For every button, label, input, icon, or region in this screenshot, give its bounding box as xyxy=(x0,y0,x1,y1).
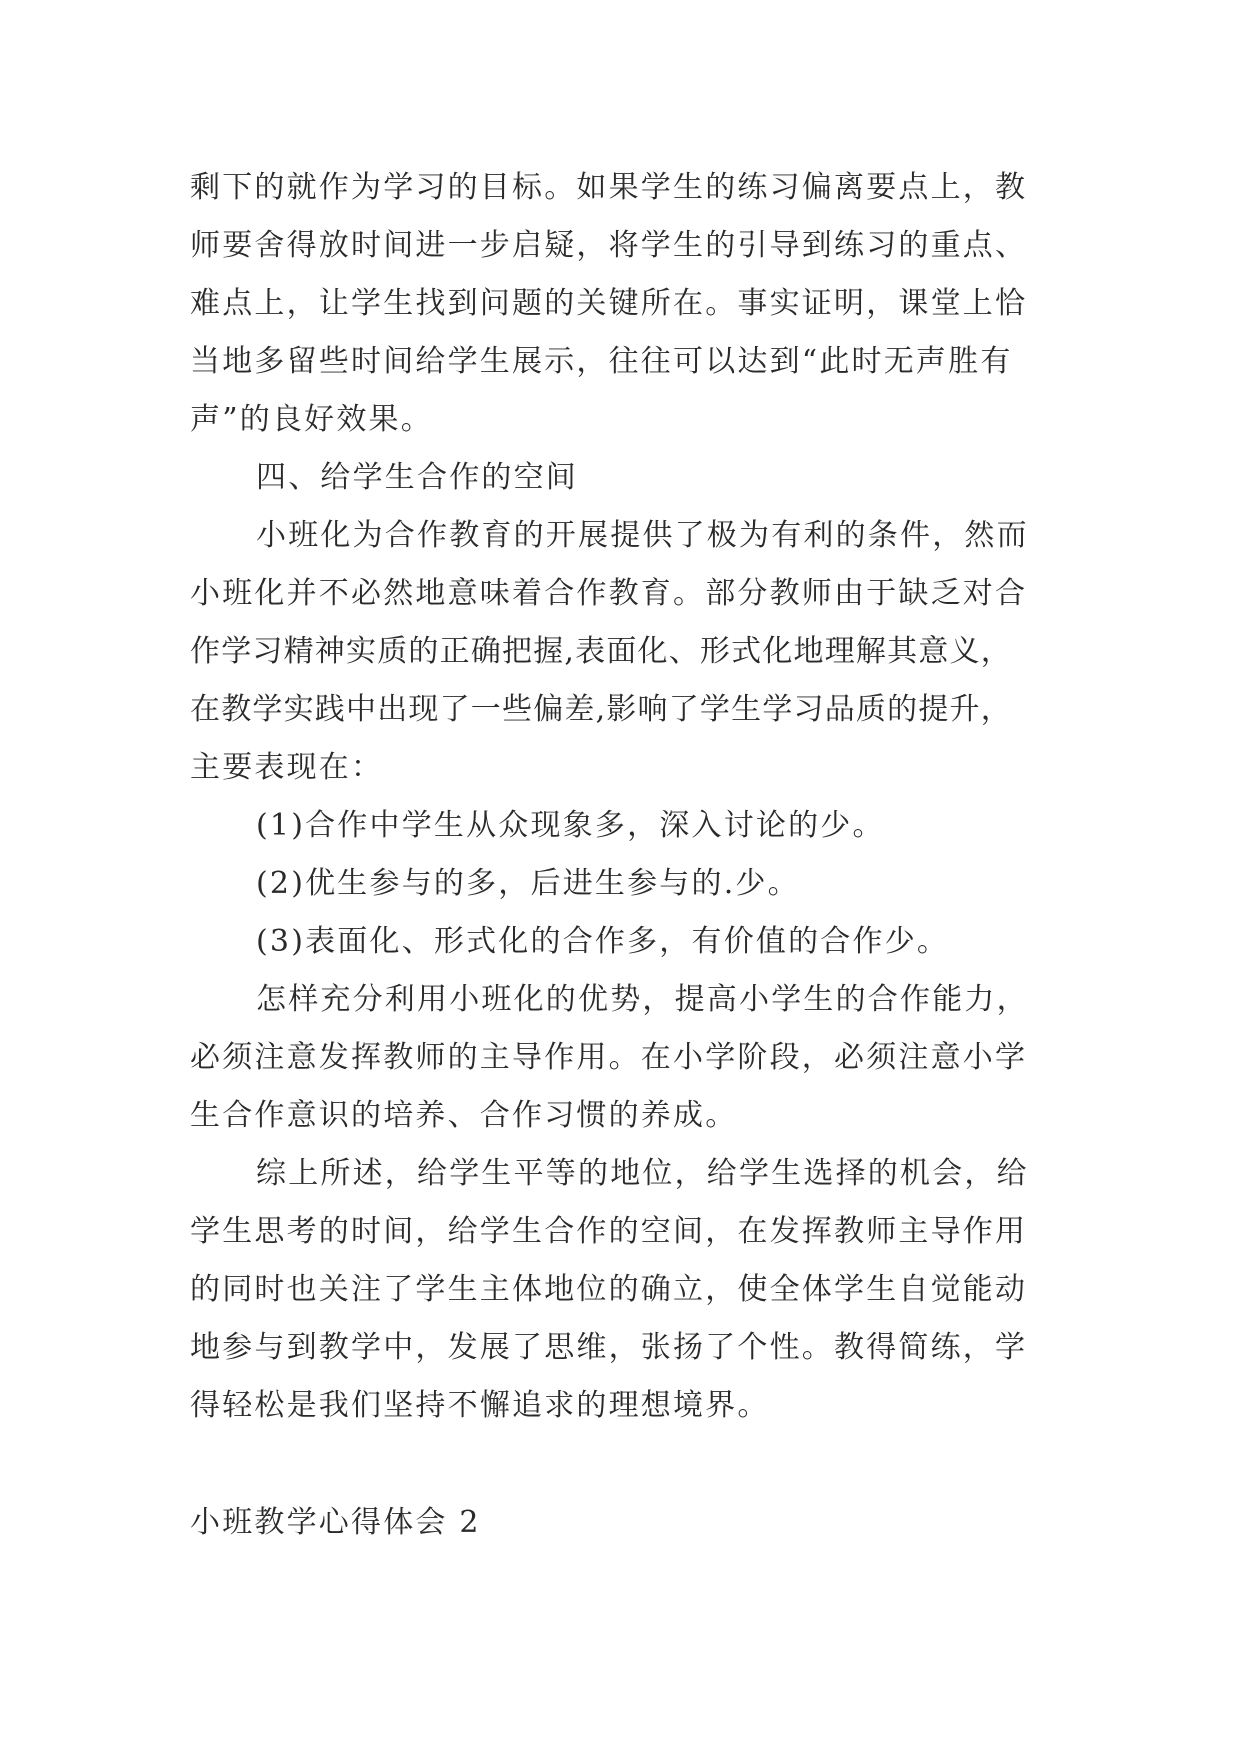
paragraph-line: 的同时也关注了学生主体地位的确立，使全体学生自觉能动 xyxy=(190,1272,1028,1307)
list-item: (3)表面化、形式化的合作多，有价值的合作少。 xyxy=(256,924,950,959)
paragraph-line: 得轻松是我们坚持不懈追求的理想境界。 xyxy=(190,1388,770,1423)
paragraph-line: 小班化为合作教育的开展提供了极为有利的条件，然而 xyxy=(256,518,1029,553)
section-heading: 四、给学生合作的空间 xyxy=(256,460,578,495)
list-item: (2)优生参与的多，后进生参与的.少。 xyxy=(256,866,800,901)
paragraph-line: 小班化并不必然地意味着合作教育。部分教师由于缺乏对合 xyxy=(190,576,1028,611)
list-item: (1)合作中学生从众现象多，深入讨论的少。 xyxy=(256,808,885,843)
document-title: 小班教学心得体会 2 xyxy=(190,1505,481,1540)
paragraph-line: 地参与到教学中，发展了思维，张扬了个性。教得简练，学 xyxy=(190,1330,1028,1365)
paragraph-line: 主要表现在： xyxy=(190,750,384,785)
paragraph-line: 学生思考的时间，给学生合作的空间，在发挥教师主导作用 xyxy=(190,1214,1028,1249)
paragraph-line: 作学习精神实质的正确把握,表面化、形式化地理解其意义， xyxy=(190,634,1012,669)
paragraph-line: 难点上，让学生找到问题的关键所在。事实证明，课堂上恰 xyxy=(190,286,1028,321)
paragraph-line: 综上所述，给学生平等的地位，给学生选择的机会，给 xyxy=(256,1156,1029,1191)
paragraph-line: 必须注意发挥教师的主导作用。在小学阶段，必须注意小学 xyxy=(190,1040,1028,1075)
paragraph-line: 声”的良好效果。 xyxy=(190,402,433,437)
paragraph-line: 当地多留些时间给学生展示，往往可以达到“此时无声胜有 xyxy=(190,344,1013,379)
paragraph-line: 生合作意识的培养、合作习惯的养成。 xyxy=(190,1098,738,1133)
paragraph-line: 怎样充分利用小班化的优势，提高小学生的合作能力， xyxy=(256,982,1029,1017)
paragraph-line: 在教学实践中出现了一些偏差,影响了学生学习品质的提升， xyxy=(190,692,1012,727)
paragraph-line: 师要舍得放时间进一步启疑，将学生的引导到练习的重点、 xyxy=(190,228,1028,263)
paragraph-line: 剩下的就作为学习的目标。如果学生的练习偏离要点上，教 xyxy=(190,170,1028,205)
